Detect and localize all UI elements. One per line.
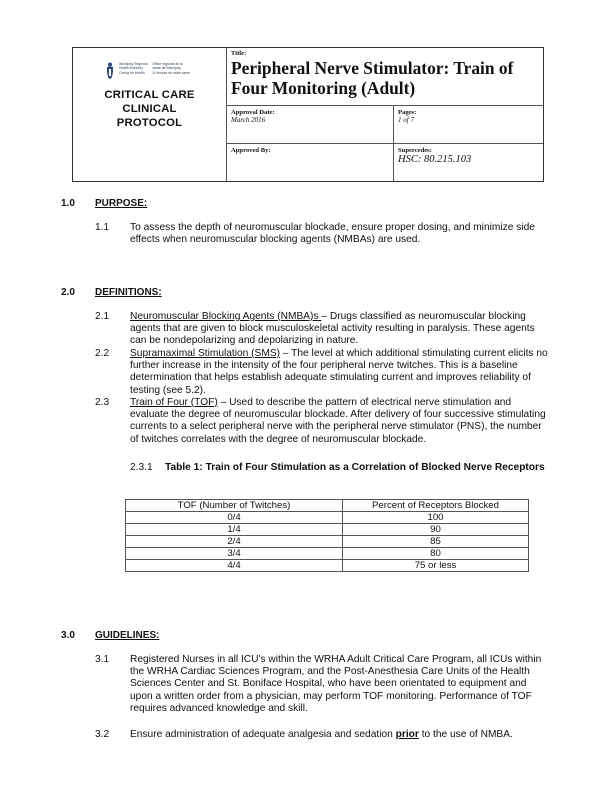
table-row [126,512,529,524]
section-number: 1.0 [61,198,75,209]
protocol-type-line: PROTOCOL [116,117,183,129]
table-cell: 0/4 [126,512,343,524]
table-cell: 2/4 [126,536,343,548]
item-number: 2.3 [95,397,110,408]
definition-term: Supramaximal Stimulation (SMS) [130,348,281,359]
section-number: 3.0 [61,630,75,641]
item-text: To assess the depth of neuromuscular blockade, ensure proper dosing, and minimize side effects when neuromuscular blocking agents (NMBAs) are used. [130,222,535,246]
approved-by-label: Approved By: [231,147,271,154]
approval-date-label: Approval Date: [231,109,275,116]
title-cell [227,48,543,106]
subsection-caption: Table 1: Train of Four Stimulation as a Correlation of Blocked Nerve Receptors [165,462,545,473]
pages-cell [394,106,543,143]
section-guidelines-heading [61,630,159,641]
item-number: 2.2 [95,348,110,359]
table-row [126,524,529,536]
table-cell: 85 [343,536,529,548]
table-row [126,536,529,548]
definition-term: Neuromuscular Blocking Agents (NMBA)s [130,311,322,322]
section-definitions-heading [61,287,162,298]
logo-english-tagline: Caring for Health [119,70,145,75]
item-number: 2.1 [95,311,110,322]
table-cell: 75 or less [343,560,529,572]
column-header: TOF (Number of Twitches) [126,500,343,512]
item-text: to the use of NMBA. [418,729,513,740]
table-row [126,548,529,560]
protocol-header [72,47,544,182]
item-number: 3.2 [95,729,110,740]
logo-french-line: Office régional de la [152,62,183,66]
table-cell: 3/4 [126,548,343,560]
section-title: PURPOSE: [95,198,148,209]
subsection-number: 2.3.1 [130,462,153,473]
protocol-type [73,88,226,130]
section-title: GUIDELINES: [95,630,160,641]
logo-english-line: Health Authority [119,66,143,71]
header-right-cells [227,48,543,181]
definition-text: – Drugs classified as neuromuscular blocking agents that are given to block musculoskeletal activity resulting in paralysis. These agents can be nondepolarizing and depolarizing in nature. [130,311,535,347]
pages-value: 1 of 7 [398,116,414,124]
column-header: Percent of Receptors Blocked [343,500,529,512]
emphasis-text: prior [395,729,419,740]
table-caption [130,462,550,474]
definition-text: – Used to describe the pattern of electrical nerve stimulation and evaluate the degree of neuromuscular blockade. After delivery of four successive stimulating currents to a select peripheral nerve with the peripheral nerve stimulator (PNS), the number of twitches correlates with the degree of neuromuscular blockade. [130,397,546,445]
wrha-figure-icon [105,62,115,80]
supercedes-value: HSC: 80.215.103 [398,154,472,165]
table-cell: 100 [343,512,529,524]
section-purpose-heading [61,198,147,209]
definition-text: – The level at which additional stimulating current elicits no further increase in the intensity of the four peripheral nerve twitches. This is a baseline determination that helps establish adequate stimulating current and improves reliability of testing (see 5.2). [130,348,548,396]
protocol-type-line: CLINICAL [122,103,177,115]
approved-by-cell [227,144,394,181]
table-cell: 1/4 [126,524,343,536]
item-text: Ensure administration of adequate analgesia and sedation [130,729,396,740]
protocol-type-line: CRITICAL CARE [104,89,195,101]
definition-term: Train of Four (TOF) [130,397,218,408]
definition-item-2-1 [95,311,550,348]
table-row [126,560,529,572]
purpose-item-1-1 [95,222,550,246]
logo-french-line: santé de Winnipeg [152,66,181,71]
header-row-approval [227,106,543,144]
table-cell: 4/4 [126,560,343,572]
guideline-item-3-2 [95,729,550,741]
guideline-item-3-1 [95,654,550,715]
document-title: Peripheral Nerve Stimulator: Train of Four Monitoring (Adult) [231,58,514,98]
wrha-logo [105,62,190,80]
tof-table [125,499,529,572]
approval-date-value: March 2016 [231,116,266,124]
supercedes-label: Supercedes: [398,147,432,154]
definition-item-2-2 [95,348,550,397]
title-label: Title: [231,50,247,57]
section-number: 2.0 [61,287,75,298]
header-left-cell [73,48,227,181]
logo-text [119,62,190,75]
table-cell: 90 [343,524,529,536]
table-header-row [126,500,529,512]
item-number: 3.1 [95,654,110,665]
logo-english-line: Winnipeg Regional [119,62,148,66]
header-row-approved [227,144,543,181]
supercedes-cell [394,144,543,181]
section-title: DEFINITIONS: [95,287,162,298]
table-cell: 80 [343,548,529,560]
pages-label: Pages: [398,109,417,116]
logo-french-tagline: À l'écoute de notre santé [152,70,190,75]
item-number: 1.1 [95,222,110,233]
approval-date-cell [227,106,394,143]
item-text: Registered Nurses in all ICU's within the WRHA Adult Critical Care Program, all ICUs within the WRHA Cardiac Sciences Program, and the Post-Anesthesia Care Units of the Health Sciences Center and St. Boniface Hospital, who have been orientated to equipment and upon a written order from a physician, may perform TOF monitoring. Performance of TOF requires advanced knowledge and skill. [130,654,542,714]
definition-item-2-3 [95,397,550,446]
